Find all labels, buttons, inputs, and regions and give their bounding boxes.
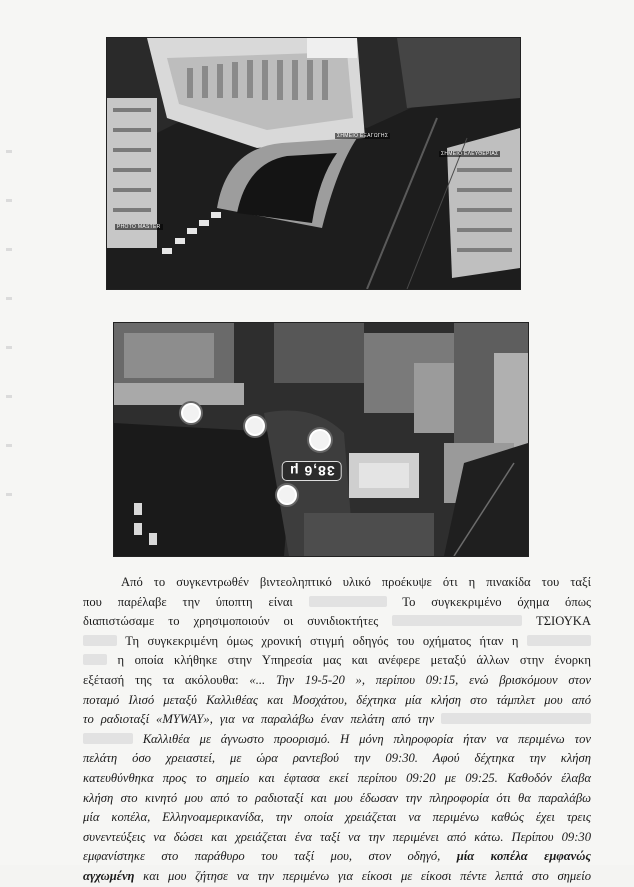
p2-line-1: Τη συγκεκριμένη όμως χρονική στιγμή οδηγός του οχήματος ήταν η (83, 632, 591, 652)
document-body (83, 573, 591, 887)
p2-line-13: αγχωμένη και μου ζήτησε να την περιμένω για είκοσι με είκοσι πέντε λεπτά στο σημείο (83, 868, 591, 883)
p1-line-3: διαπιστώσαμε το χρησιμοποιούν οι συνιδιοκτήτες ΤΣΙΟΥΚΑ (83, 614, 591, 629)
p2-line-2: η οποία κλήθηκε στην Υπηρεσία μας και ανέφερε μεταξύ άλλων στην ένορκη (83, 651, 591, 671)
p2-line-12: εμφανίστηκε στο παράθυρο του ταξί μου, στον οδηγό, μία κοπέλα εμφανώς (83, 849, 591, 864)
photo-sign-0: ΣΗΜΕΙΟ ΕΛΕΥΘΕΡΙΑΣ (441, 151, 499, 157)
p2-line-8: κατευθύνθηκα προς το σημείο και έφτασα εκεί περίπου 09:20 με 09:25. Καθοδόν έλαβα (83, 770, 591, 785)
redaction (392, 615, 522, 626)
p1-line-1: Από το συγκεντρωθέν βιντεοληπτικό υλικό προέκυψε ότι η πινακίδα του ταξί (121, 575, 591, 589)
scan-marks (6, 150, 14, 570)
distance-label: 38,6 μ (282, 461, 342, 481)
redaction (83, 654, 107, 665)
map-pin-3 (309, 429, 331, 451)
redaction (83, 635, 117, 646)
paragraph-1 (83, 573, 591, 632)
redaction (83, 733, 133, 744)
photo-sign-1: ΣΗΜΕΙΟ ΕΞΑΓΩΓΗΣ (337, 133, 389, 139)
map-pin-2 (245, 416, 265, 436)
p2-line-10: μία κοπέλα, Ελληνοαμερικανίδα, την οποία χρειάζεται να περιμένω καθώς έχει τρεις (83, 810, 591, 825)
p2-line-6: Καλλιθέα με άγνωστο προορισμό. Η μόνη πληροφορία ήταν να περιμένω τον (83, 730, 591, 750)
p2-line-5: το ραδιοταξί «MYWAY», για να παραλάβω έναν πελάτη από την (83, 710, 591, 730)
p2-line-3: εξέτασή της τα ακόλουθα: «... Την 19-5-20 », περίπου 09:15, ενώ βρισκόμουν στον (83, 672, 591, 687)
aerial-photo-top-image (107, 38, 520, 289)
redaction (309, 596, 387, 607)
photo-sign-2: PHOTO MASTER (117, 224, 161, 230)
map-pin-1 (181, 403, 201, 423)
redaction (441, 713, 591, 724)
p2-line-11: συνεντεύξεις να δώσει και χρειάζεται ένα ταξί να την περιμένει από κάτω. Περίπου 09:30 (83, 829, 591, 844)
map-pin-4 (277, 485, 297, 505)
p1-line-2: που παρέλαβε την ύποπτη είναι Το συγκεκριμένο όχημα όπως (83, 594, 591, 609)
paragraph-2 (83, 632, 591, 887)
p2-line-9: κλήση στο κινητό μου από το ραδιοταξί και μου έδωσαν την πληροφορία ότι θα παραλάβω (83, 790, 591, 805)
aerial-photo-top (106, 37, 521, 290)
p2-line-7: πελάτη όσο χρειαστεί, με ώρα ραντεβού την 09:30. Αφού δέχτηκα την κλήση (83, 751, 591, 766)
p2-line-4: ποταμό Ιλισό μεταξύ Καλλιθέας και Μοσχάτου, δέχτηκα μία κλήση στο τάμπλετ μου από (83, 692, 591, 707)
redaction (527, 635, 591, 646)
